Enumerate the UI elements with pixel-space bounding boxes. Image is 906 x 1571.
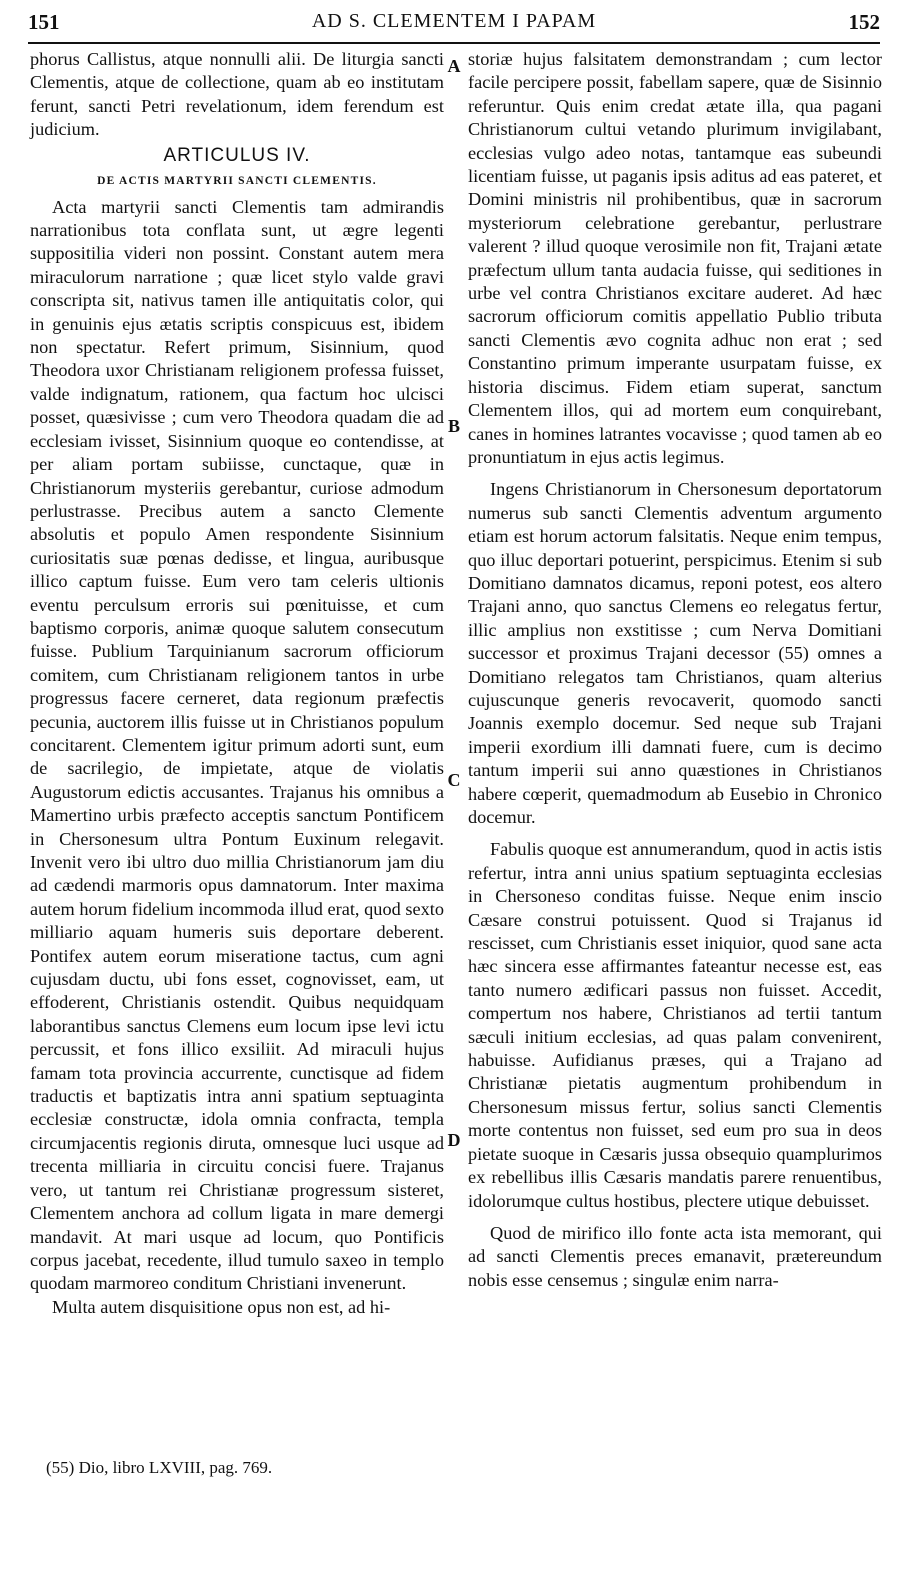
paragraph-quod: Quod de mirifico illo fonte acta ista memorant, qui ad sancti Clementis preces emanavit, prætereundum nobis esse censemus ; singulæ enim narra- (468, 1222, 882, 1290)
running-head (28, 10, 880, 40)
page-number-left: 151 (28, 10, 60, 34)
page-number-right: 152 (848, 10, 880, 34)
left-column (30, 48, 444, 1319)
margin-letter-a: A (447, 56, 461, 76)
paragraph-multa: Multa autem disquisitione opus non est, ad hi- (52, 1296, 391, 1317)
paragraph-fabulis: Fabulis quoque est annumerandum, quod in actis istis refertur, intra anni unius spatium septuaginta ecclesias in Chersoneso conditas fuisse. Neque enim inscio Cæsare construi potuissent. Quod si Trajanus id rescisset, cum Christianis esset iniquior, quod sane acta hæc sincera esse affirmantes fateantur necesse est, eas tanto numero ædificari passus non fuisset. Accedit, compertum nos habere, Christianos ad tertii tantum sæculi initium ecclesias, ad quas palam convenirent, habuisse. Aufidianus præses, qui a Trajano ad Christianæ pietatis augmentum prohibendum in Chersonesum missus fertur, solius sancti Clementis morte contentus non fuisset, sed eum pro sua in deos pietate suoque in Cæsaris jussa obsequio quamplurimos ex rebellibus illis Cæsaris mandatis parere renuentibus, idolorumque cultus hostibus, plectere utique debuisset. (468, 839, 882, 1211)
header-rule (28, 42, 880, 44)
paragraph-historiae: storiæ hujus falsitatem demonstrandam ; cum lector facile percipere possit, fabellam sapere, quæ de Sisinnio referuntur. Quis enim credat ætate illa, qua pagani Christianorum cultui vetando plurimum invigilabant, ecclesias vulgo adeo notas, tantamque eas subeundi licentiam fuisse, ut paganis ipsis aditus ad eas pateret, et Domini ministris nil prohibentibus, quæ in sacrorum mysteriorum celebratione gerebantur, perlustrare valerent ? illud quoque verosimile non fit, Trajani ætate præfectum ullum tanta audacia fuisse, qui seditiones in urbe vel contra Christianos excitare auderet. Ad hæc sacrorum officiorum comitis appellatio Publio tributa sancti Clementis ævo cognita adhuc non erat ; sed Constantino primum imperante usurpatam fuisse, ex historia discimus. Fidem etiam superat, sanctum Clementem illos, qui ad mortem eum conquirebant, canes in homines latrantes vocavisse ; quod tamen ab eo pronuntiatum in ejus actis legimus. (468, 49, 882, 467)
paragraph-acta: Acta martyrii sancti Clementis tam admirandis narrationibus tota conflata sunt, ut ægre legenti suppositilia videri non possint. Constant autem mera miraculorum narratione ; quæ licet stylo valde gravi conscripta sit, nativus tamen ille antiquitatis color, qui in genuinis ejus ætatis scriptis conspicuus est, ibidem non spectatur. Refert primum, Sisinnium, quod Theodora uxor Christianam religionem professa fuisset, valde indignatum, rationem, qua factum hoc ulcisci posset, quæsivisse ; cum vero Theodora quadam die ad ecclesiam ivisset, Sisinnium quoque eo contendisse, at per aliam portam subiisse, cunctaque, quæ in Christianorum mysteriis gerebantur, curiose admodum perlustrasse. Precibus autem a sancto Clemente absolutis et populo Amen respondente Sisinnium curiositatis suæ pœnas dedisse, et lingua, auribusque illico captum fuisse. Eum vero tam celeris ultionis eventu perculsum erroris sui pœnituisse, et cum baptismo corporis, animæ quoque salutem consecutum fuisse. Publium Tarquinianum sacrorum officiorum comitem, cum Christianam religionem tantos in urbe progressus facere cerneret, data regionum præfectis pecunia, auctorem illis fuisse ut in Christianos populum concitarent. Clementem igitur primum adorti sunt, eum de sacrilegio, de impietate, atque de violatis Augustorum edictis accusantes. Trajanus his omnibus a Mamertino urbis præfecto acceptis sanctum Pontificem in Chersonesum ultra Pontum Euxinum relegavit. Invenit vero ibi ultro duo millia Christianorum jam diu ad cædendi marmoris opus damnatorum. Inter maxima autem horum fidelium incommoda illud erat, quod sexto milliario aquam humeris suis deportare deberent. Pontifex autem eorum miseratione tactus, cum agni cujusdam ductu, ubi fons esset, cognovisset, eam, ut effoderent, Christianis ostendit. Quibus nequidquam laborantibus sanctus Clemens eum locum ipse levi ictu percussit, et fons illico exsiliit. Ad miraculi hujus famam tota provincia accurrente, cunctisque ad fidem traductis et baptizatis intra anni spatium septuaginta ecclesiæ constructæ, idola omnia confracta, templa circumjacentis regionis diruta, omnesque luci usque ad trecenta milliaria in circuitu concisi fuere. Trajanus vero, ut tantum rei Christianæ progressum sisteret, Clementem anchora ad collum ligata in mare demergi mandavit. At mari usque ad locum, quo Pontificis corpus jacebat, recedente, illud tumulo saxeo in templo quodam marmoreo conditum Christiani invenerunt. (30, 196, 444, 1294)
paragraph-ingens: Ingens Christianorum in Chersonesum deportatorum numerus sub sancti Clementis adventum argumento etiam est horum actorum falsitatis. Neque enim tempus, quo illuc deportari potuerint, perspicimus. Etenim si sub Domitiano damnatos dicamus, reponi potest, eos altero Trajani anno, quo sanctus Clemens eo relegatus fertur, illic amplius non exstitisse ; cum Nerva Domitiani successor et proximus Trajani decessor (55) omnes a Domitiano relegatos tam Christianos, quam alterius cujuscunque generis revocaverit, quomodo sancti Joannis exemplo docemur. Sed neque sub Trajani imperii exordium illi damnati fuere, cum is decimo tantum imperii sui anno quæstiones in Christianos habere cœperit, quemadmodum ab Eusebio in Chronico docemur. (468, 479, 882, 827)
right-column (468, 48, 882, 1292)
footnote: (55) Dio, libro LXVIII, pag. 769. (46, 1458, 273, 1477)
margin-letter-c: C (447, 770, 461, 790)
article-subtitle: DE ACTIS MARTYRII SANCTI CLEMENTIS. (97, 174, 377, 187)
margin-letter-d: D (447, 1130, 461, 1150)
paragraph-opening: phorus Callistus, atque nonnulli alii. De liturgia sancti Clementis, atque de collectione, quam ab eo institutam ferunt, sancti Petri revelationum, idem ferendum est judicium. (30, 49, 444, 140)
article-title: ARTICULUS IV. (163, 144, 311, 166)
margin-letter-b: B (447, 416, 460, 436)
running-title: AD S. CLEMENTEM I PAPAM (311, 10, 597, 32)
